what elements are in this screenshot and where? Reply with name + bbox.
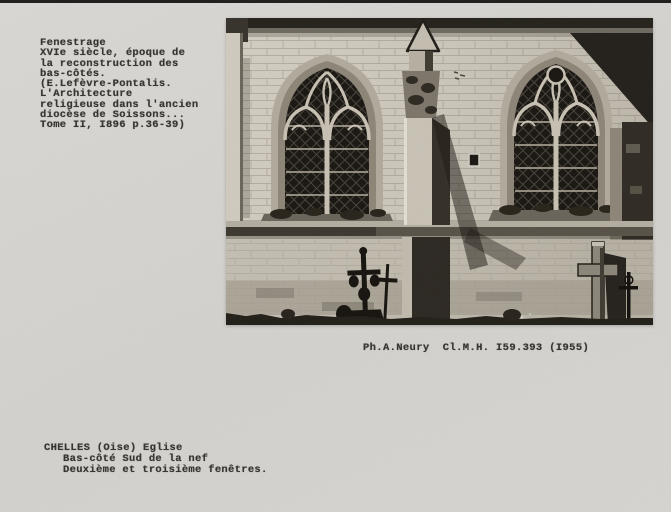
annotation-line: XVIe siècle, époque de bbox=[40, 47, 186, 60]
annotation-line: la reconstruction des bbox=[40, 57, 179, 70]
caption-line: Deuxième et troisième fenêtres. bbox=[63, 464, 268, 476]
annotation-line: (E.Lefèvre-Pontalis. bbox=[40, 78, 173, 91]
annotation-line: Fenestrage bbox=[40, 37, 107, 49]
photo-credit-line: Ph.A.Neury Cl.M.H. I59.393 (I955) bbox=[363, 342, 590, 354]
caption-line: Bas-côté Sud de la nef bbox=[63, 453, 209, 465]
annotation-line: L'Architecture bbox=[40, 88, 133, 101]
annotation-line: bas-côtés. bbox=[40, 67, 107, 80]
photo-print bbox=[226, 18, 653, 325]
annotation-line: religieuse dans l'ancien bbox=[40, 98, 199, 111]
typed-caption-bottom bbox=[44, 443, 268, 476]
church-facade-scene bbox=[226, 18, 653, 325]
annotation-line: Tome II, I896 p.36-39) bbox=[40, 119, 186, 132]
typed-annotation-top bbox=[40, 38, 198, 131]
scan-top-edge bbox=[0, 0, 671, 3]
caption-line: CHELLES (Oise) Eglise bbox=[44, 442, 183, 454]
film-grain-overlay bbox=[226, 18, 653, 325]
annotation-line: diocèse de Soissons... bbox=[40, 109, 186, 122]
